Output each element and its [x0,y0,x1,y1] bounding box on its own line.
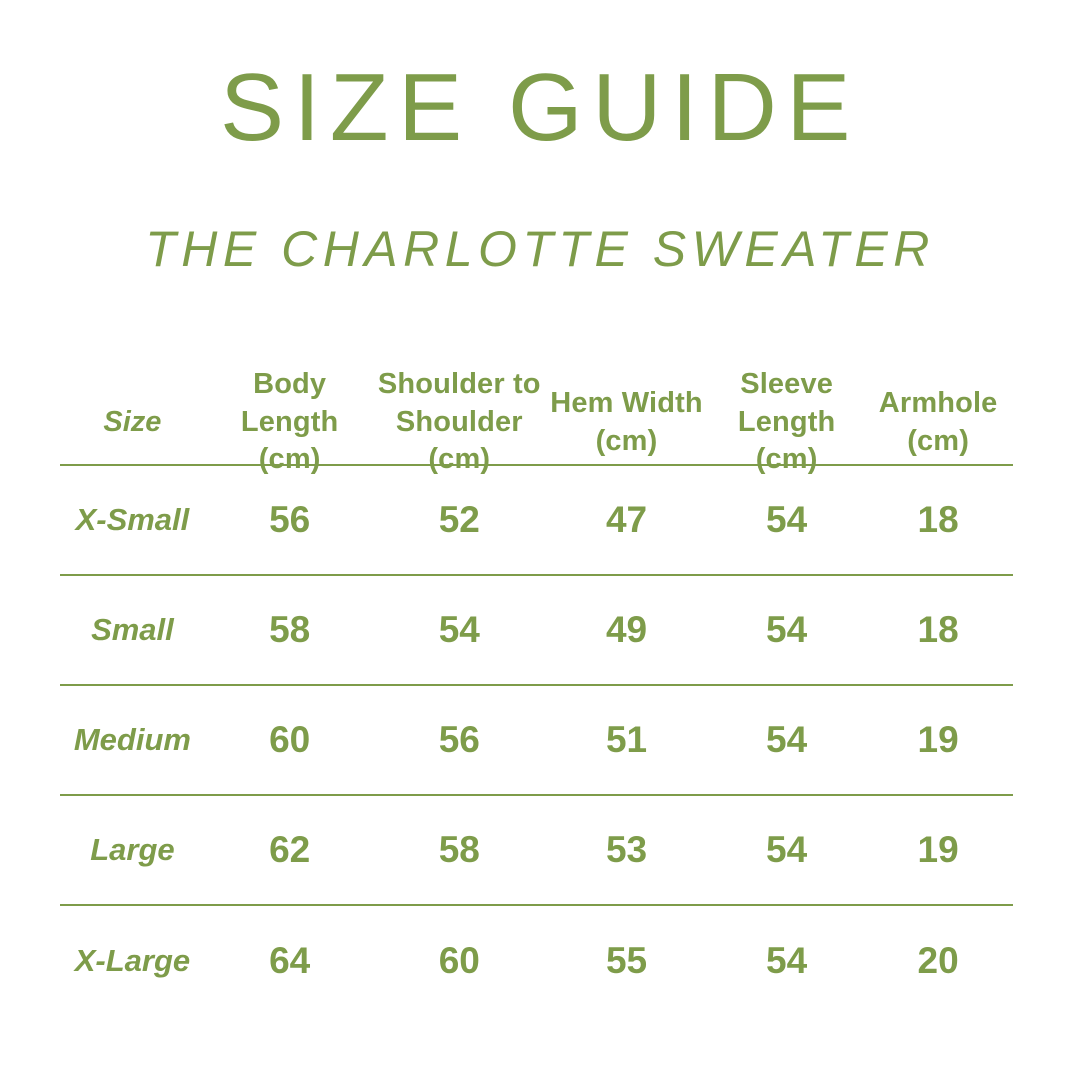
hem-width-cell: 51 [605,719,648,760]
column-header-body-length [205,366,375,479]
size-cell: Large [90,832,175,867]
sleeve-length-cell: 54 [766,940,808,981]
column-header-line2: (cm) [907,424,970,457]
armhole-cell: 18 [917,499,959,540]
column-header-sleeve-length [709,366,864,479]
size-cell: Small [91,612,174,647]
column-header-line1: Sleeve [740,368,834,400]
hem-width-cell: 49 [605,609,648,650]
column-header-hem-width [544,385,709,460]
sleeve-length-cell: 54 [766,719,808,760]
hem-width-cell: 47 [605,499,648,540]
column-header-line1: Armhole [878,386,998,419]
sleeve-length-cell: 54 [766,829,808,870]
column-header-line1: Body Length [240,368,339,438]
column-header-line1: Shoulder to [377,368,541,400]
body-length-cell: 58 [269,609,311,650]
column-header-line2: Shoulder (cm) [395,405,523,476]
sleeve-length-cell: 54 [766,499,808,540]
armhole-cell: 20 [917,940,959,981]
page-title: SIZE GUIDE [219,54,861,161]
body-length-cell: 60 [269,719,311,760]
column-header-shoulder-to-shoulder [374,366,544,479]
column-header-size-label: Size [103,405,162,438]
column-header-line2: (cm) [258,443,321,476]
sleeve-length-cell: 54 [766,609,808,650]
table-row-small [60,576,1013,686]
shoulder-to-shoulder-cell: 60 [438,940,480,981]
size-table-header-row [60,366,1013,476]
armhole-cell: 19 [917,719,959,760]
size-cell: X-Large [74,943,191,978]
column-header-size [60,404,205,442]
table-row-x-large [60,906,1013,1016]
product-subtitle: THE CHARLOTTE SWEATER [145,221,935,277]
shoulder-to-shoulder-cell: 52 [438,499,480,540]
column-header-line2: (cm) [595,424,658,457]
shoulder-to-shoulder-cell: 58 [438,829,480,870]
column-header-armhole [864,385,1012,460]
size-cell: Medium [73,722,191,757]
column-header-line1: Hem Width [550,386,703,419]
hem-width-cell: 53 [605,829,648,870]
body-length-cell: 56 [269,499,311,540]
size-cell: X-Small [75,502,190,537]
size-table [60,366,1013,1016]
armhole-cell: 19 [917,829,959,870]
table-row-large [60,796,1013,906]
shoulder-to-shoulder-cell: 54 [438,609,480,650]
table-row-medium [60,686,1013,796]
table-row-x-small [60,466,1013,576]
hem-width-cell: 55 [605,940,648,981]
body-length-cell: 62 [269,829,311,870]
shoulder-to-shoulder-cell: 56 [438,719,480,760]
body-length-cell: 64 [269,940,311,981]
armhole-cell: 18 [917,609,959,650]
column-header-line2: Length (cm) [737,405,836,476]
